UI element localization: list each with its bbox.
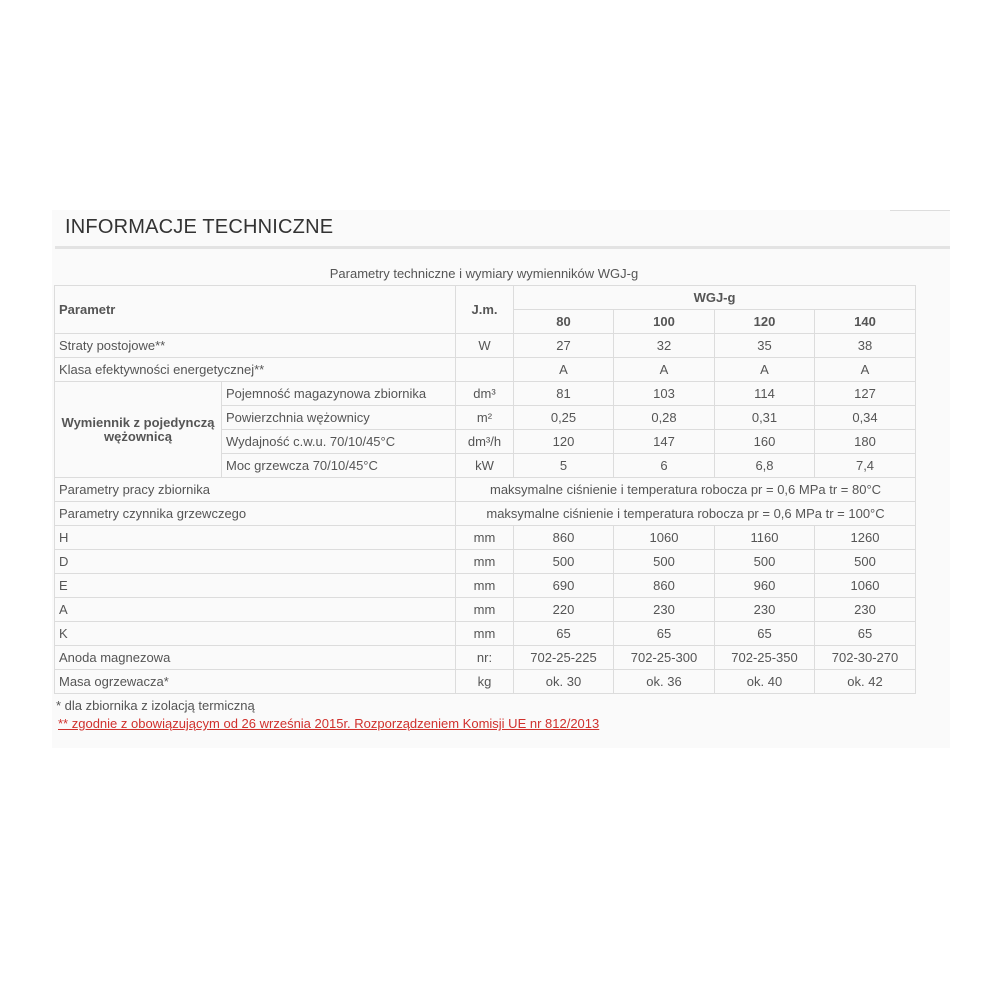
table-row: [55, 574, 916, 598]
row-value: 860: [514, 526, 614, 550]
row-value: A: [815, 358, 916, 382]
row-label: H: [55, 526, 456, 550]
row-label: E: [55, 574, 456, 598]
row-label: Masa ogrzewacza*: [55, 670, 456, 694]
row-label: A: [55, 598, 456, 622]
row-value: 702-25-300: [614, 646, 715, 670]
row-unit: kW: [456, 454, 514, 478]
row-label: D: [55, 550, 456, 574]
table-row: [55, 598, 916, 622]
row-value: ok. 40: [715, 670, 815, 694]
row-value: 32: [614, 334, 715, 358]
row-label: Straty postojowe**: [55, 334, 456, 358]
row-value: 500: [815, 550, 916, 574]
row-label: K: [55, 622, 456, 646]
row-value: 500: [614, 550, 715, 574]
row-unit: mm: [456, 622, 514, 646]
row-value: 65: [614, 622, 715, 646]
row-value: 35: [715, 334, 815, 358]
row-value: ok. 36: [614, 670, 715, 694]
row-value: 81: [514, 382, 614, 406]
section-divider: [55, 246, 950, 249]
row-value: 147: [614, 430, 715, 454]
row-value: 960: [715, 574, 815, 598]
row-value: 27: [514, 334, 614, 358]
row-value: 0,31: [715, 406, 815, 430]
row-value: 160: [715, 430, 815, 454]
table-row: [55, 334, 916, 358]
table-row: [55, 622, 916, 646]
row-value: ok. 30: [514, 670, 614, 694]
row-label: Powierzchnia wężownicy: [222, 406, 456, 430]
table-row: [55, 358, 916, 382]
table-caption: Parametry techniczne i wymiary wymienników WGJ-g: [329, 266, 639, 281]
row-value: 1160: [715, 526, 815, 550]
row-value: 230: [715, 598, 815, 622]
table-row: [55, 646, 916, 670]
header-size: 80: [514, 310, 614, 334]
row-value: 103: [614, 382, 715, 406]
header-unit: J.m.: [456, 286, 514, 334]
row-value: 127: [815, 382, 916, 406]
row-value: A: [514, 358, 614, 382]
row-value: A: [715, 358, 815, 382]
row-unit: m²: [456, 406, 514, 430]
row-value: 500: [514, 550, 614, 574]
table-row: [55, 526, 916, 550]
header-size: 120: [715, 310, 815, 334]
row-value: 7,4: [815, 454, 916, 478]
row-value: 690: [514, 574, 614, 598]
row-value: 0,25: [514, 406, 614, 430]
row-value: 230: [614, 598, 715, 622]
table-row: [55, 478, 916, 502]
row-value: 6: [614, 454, 715, 478]
row-value: 702-25-350: [715, 646, 815, 670]
header-row: [55, 286, 916, 310]
row-value: 1260: [815, 526, 916, 550]
row-value: 180: [815, 430, 916, 454]
row-value: 220: [514, 598, 614, 622]
row-value: 500: [715, 550, 815, 574]
row-unit: dm³/h: [456, 430, 514, 454]
row-value: 230: [815, 598, 916, 622]
row-span-text: maksymalne ciśnienie i temperatura robocza pr = 0,6 MPa tr = 100°C: [456, 502, 916, 526]
row-unit: mm: [456, 574, 514, 598]
row-value: 702-30-270: [815, 646, 916, 670]
row-label: Parametry pracy zbiornika: [55, 478, 456, 502]
row-unit: [456, 358, 514, 382]
row-unit: nr:: [456, 646, 514, 670]
row-label: Wydajność c.w.u. 70/10/45°C: [222, 430, 456, 454]
row-unit: mm: [456, 598, 514, 622]
row-value: 860: [614, 574, 715, 598]
row-label: Anoda magnezowa: [55, 646, 456, 670]
table-row: [55, 550, 916, 574]
row-unit: W: [456, 334, 514, 358]
row-unit: kg: [456, 670, 514, 694]
row-value: 0,28: [614, 406, 715, 430]
row-value: A: [614, 358, 715, 382]
table-row: [55, 502, 916, 526]
row-label: Parametry czynnika grzewczego: [55, 502, 456, 526]
row-span-text: maksymalne ciśnienie i temperatura robocza pr = 0,6 MPa tr = 80°C: [456, 478, 916, 502]
row-value: 65: [815, 622, 916, 646]
table-row: [55, 670, 916, 694]
header-model: WGJ-g: [514, 286, 916, 310]
specs-table: [54, 285, 916, 694]
section-title: INFORMACJE TECHNICZNE: [65, 216, 334, 238]
row-value: 702-25-225: [514, 646, 614, 670]
row-value: ok. 42: [815, 670, 916, 694]
row-value: 1060: [815, 574, 916, 598]
row-value: 120: [514, 430, 614, 454]
row-value: 1060: [614, 526, 715, 550]
row-value: 114: [715, 382, 815, 406]
top-divider: [890, 210, 950, 211]
row-value: 0,34: [815, 406, 916, 430]
row-value: 65: [715, 622, 815, 646]
row-label: Pojemność magazynowa zbiornika: [222, 382, 456, 406]
row-unit: mm: [456, 526, 514, 550]
footnote-regulation[interactable]: ** zgodnie z obowiązującym od 26 września 2015r. Rozporządzeniem Komisji UE nr 812/2013: [58, 716, 600, 731]
row-value: 65: [514, 622, 614, 646]
row-value: 6,8: [715, 454, 815, 478]
group-label: Wymiennik z pojedynczą wężownicą: [55, 382, 222, 478]
header-param: Parametr: [55, 286, 456, 334]
row-label: Klasa efektywności energetycznej**: [55, 358, 456, 382]
footnote-insulation: * dla zbiornika z izolacją termiczną: [56, 698, 255, 713]
row-label: Moc grzewcza 70/10/45°C: [222, 454, 456, 478]
row-value: 5: [514, 454, 614, 478]
header-size: 100: [614, 310, 715, 334]
row-unit: mm: [456, 550, 514, 574]
row-value: 38: [815, 334, 916, 358]
header-size: 140: [815, 310, 916, 334]
table-row: [55, 382, 916, 406]
row-unit: dm³: [456, 382, 514, 406]
